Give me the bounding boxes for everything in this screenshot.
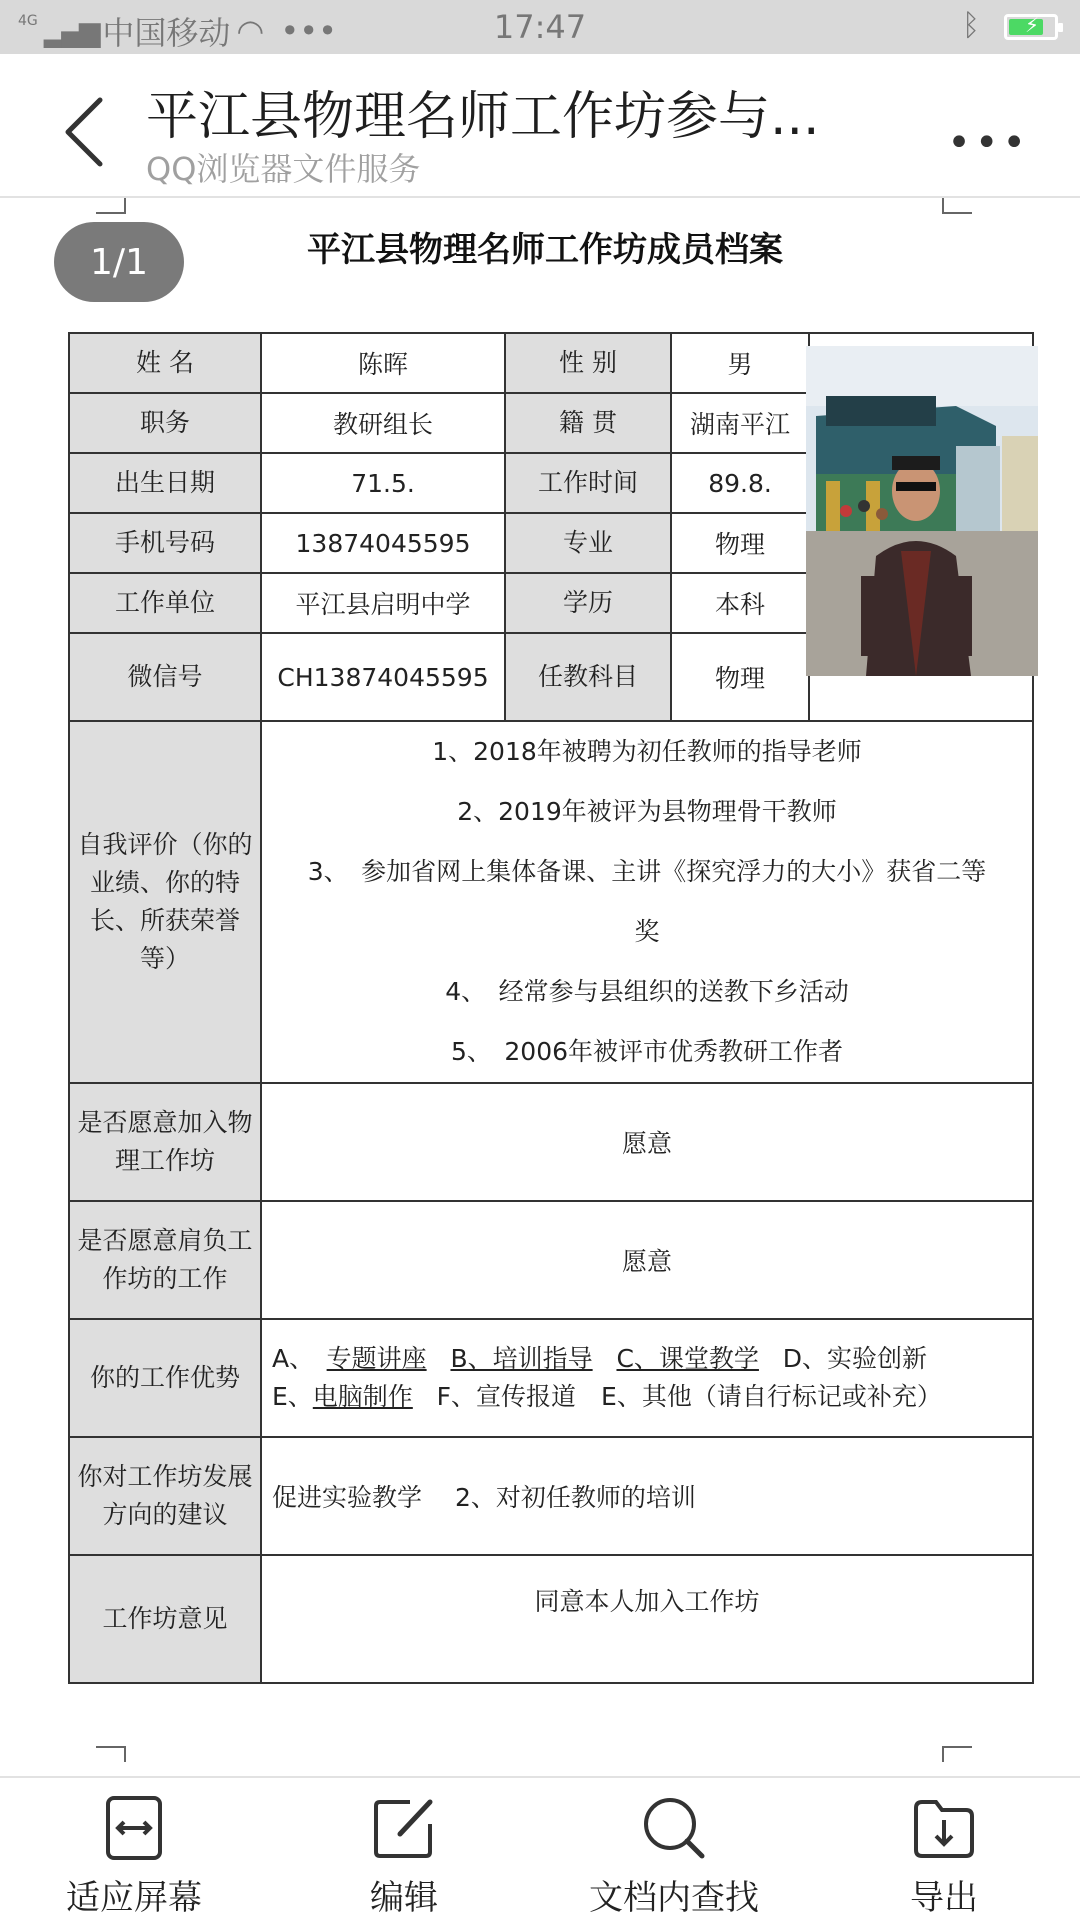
phone-value: 13874045595 bbox=[261, 513, 505, 573]
education-value: 本科 bbox=[671, 573, 809, 633]
signal-icon: ▂▄▆ bbox=[43, 14, 97, 48]
join-label: 是否愿意加入物理工作坊 bbox=[69, 1083, 261, 1201]
gender-label: 性 别 bbox=[505, 333, 671, 393]
back-button[interactable] bbox=[60, 94, 120, 174]
strengths-label: 你的工作优势 bbox=[69, 1319, 261, 1437]
edit-icon bbox=[370, 1794, 438, 1862]
photo-cell bbox=[809, 333, 1033, 721]
position-label: 职务 bbox=[69, 393, 261, 453]
subject-label: 任教科目 bbox=[505, 633, 671, 721]
carrier-name: 中国移动 bbox=[102, 14, 231, 52]
education-label: 学历 bbox=[505, 573, 671, 633]
page-indicator: 1/1 bbox=[54, 222, 184, 302]
wechat-value: CH13874045595 bbox=[261, 633, 505, 721]
duty-label: 是否愿意肩负工作坊的工作 bbox=[69, 1201, 261, 1319]
strengths-content bbox=[261, 1319, 1033, 1437]
major-label: 专业 bbox=[505, 513, 671, 573]
export-folder-icon bbox=[910, 1794, 978, 1862]
chevron-left-icon bbox=[60, 94, 110, 170]
self-eval-label: 自我评价（你的业绩、你的特长、所获荣誉等） bbox=[69, 721, 261, 1083]
birth-label: 出生日期 bbox=[69, 453, 261, 513]
work-start-label: 工作时间 bbox=[505, 453, 671, 513]
strength-rest: F、宣传报道 E、其他（请自行标记或补充） bbox=[436, 1382, 942, 1411]
name-value: 陈晖 bbox=[261, 333, 505, 393]
position-value: 教研组长 bbox=[261, 393, 505, 453]
self-eval-item: 5、 2006年被评市优秀教研工作者 bbox=[450, 1037, 844, 1066]
portrait-image bbox=[806, 346, 1038, 676]
crop-mark bbox=[942, 1746, 972, 1762]
find-label: 文档内查找 bbox=[589, 1878, 759, 1918]
document-viewer[interactable] bbox=[0, 198, 1080, 1776]
suggestion-label: 你对工作坊发展方向的建议 bbox=[69, 1437, 261, 1555]
birth-value: 71.5. bbox=[261, 453, 505, 513]
clock: 17:47 bbox=[493, 8, 587, 46]
wechat-label: 微信号 bbox=[69, 633, 261, 721]
suggestion-value: 促进实验教学 2、对初任教师的培训 bbox=[261, 1437, 1033, 1555]
join-value: 愿意 bbox=[261, 1083, 1033, 1201]
fit-width-icon bbox=[100, 1794, 168, 1862]
self-eval-item: 2、2019年被评为县物理骨干教师 bbox=[457, 797, 837, 826]
fit-screen-label: 适应屏幕 bbox=[66, 1878, 202, 1918]
employer-value: 平江县启明中学 bbox=[261, 573, 505, 633]
opinion-value: 同意本人加入工作坊 bbox=[261, 1555, 1033, 1683]
strength-c: C、课堂教学 bbox=[616, 1344, 759, 1373]
phone-label: 手机号码 bbox=[69, 513, 261, 573]
work-start-value: 89.8. bbox=[671, 453, 809, 513]
strength-e: 电脑制作 bbox=[312, 1382, 413, 1411]
find-in-document-button[interactable] bbox=[574, 1794, 774, 1919]
strength-prefix-e: E、 bbox=[272, 1382, 313, 1411]
app-header bbox=[0, 54, 1080, 198]
export-button[interactable] bbox=[844, 1794, 1044, 1919]
gender-value: 男 bbox=[671, 333, 809, 393]
member-profile-table bbox=[68, 332, 1034, 1684]
more-status-icon: ••• bbox=[280, 12, 337, 50]
network-type: 4G bbox=[18, 13, 38, 29]
major-value: 物理 bbox=[671, 513, 809, 573]
edit-label: 编辑 bbox=[370, 1878, 438, 1918]
page-title: 平江县物理名师工作坊参与... bbox=[146, 87, 820, 147]
battery-icon: ⚡ bbox=[1004, 14, 1058, 40]
search-icon bbox=[640, 1794, 708, 1862]
origin-value: 湖南平江 bbox=[671, 393, 809, 453]
crop-mark bbox=[942, 198, 972, 214]
edit-button[interactable] bbox=[304, 1794, 504, 1919]
more-menu-button[interactable]: ••• bbox=[947, 120, 1030, 166]
export-label: 导出 bbox=[910, 1878, 978, 1918]
duty-value: 愿意 bbox=[261, 1201, 1033, 1319]
strength-d: D、实验创新 bbox=[782, 1344, 928, 1373]
self-eval-item: 3、 参加省网上集体备课、主讲《探究浮力的大小》获省二等 bbox=[307, 857, 987, 886]
status-bar bbox=[0, 0, 1080, 54]
self-eval-item: 4、 经常参与县组织的送教下乡活动 bbox=[445, 977, 849, 1006]
crop-mark bbox=[96, 198, 126, 214]
opinion-label: 工作坊意见 bbox=[69, 1555, 261, 1683]
name-label: 姓 名 bbox=[69, 333, 261, 393]
self-eval-content bbox=[261, 721, 1033, 1083]
self-eval-item: 奖 bbox=[634, 917, 660, 946]
bluetooth-icon: ᛒ bbox=[962, 8, 980, 43]
strength-a: 专题讲座 bbox=[326, 1344, 427, 1373]
crop-mark bbox=[96, 1746, 126, 1762]
member-photo bbox=[806, 346, 1038, 676]
wifi-icon: ◠ bbox=[236, 12, 265, 50]
employer-label: 工作单位 bbox=[69, 573, 261, 633]
origin-label: 籍 贯 bbox=[505, 393, 671, 453]
self-eval-item: 1、2018年被聘为初任教师的指导老师 bbox=[432, 737, 862, 766]
strength-b: B、培训指导 bbox=[450, 1344, 593, 1373]
document-title: 平江县物理名师工作坊成员档案 bbox=[307, 230, 783, 270]
strength-prefix-a: A、 bbox=[272, 1344, 327, 1373]
fit-screen-button[interactable] bbox=[34, 1794, 234, 1919]
subject-value: 物理 bbox=[671, 633, 809, 721]
page-subtitle: QQ浏览器文件服务 bbox=[146, 150, 421, 188]
bottom-toolbar bbox=[0, 1776, 1080, 1920]
